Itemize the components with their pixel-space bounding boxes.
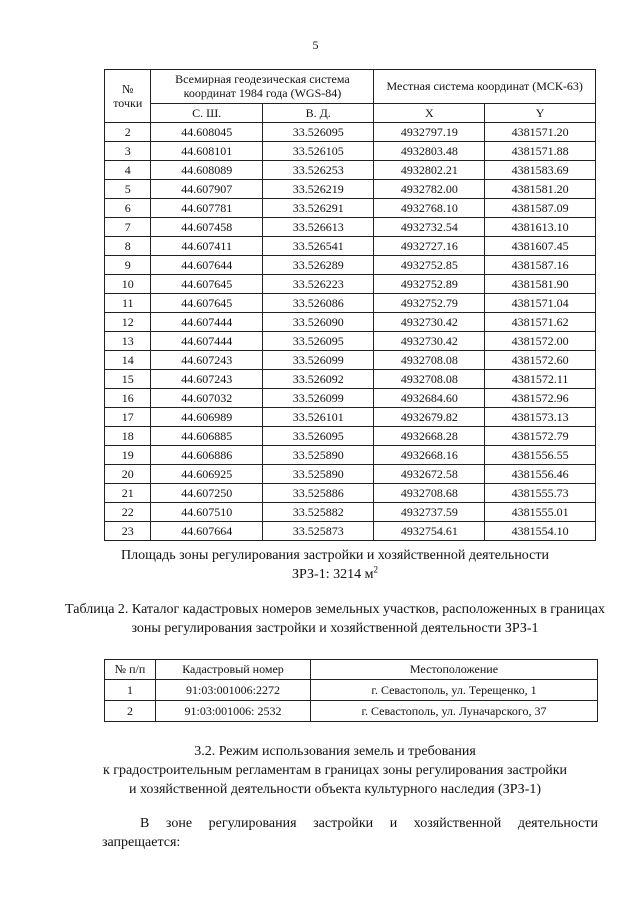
latitude-cell: 44.607444 [151, 332, 262, 351]
point-number-cell: 17 [105, 408, 151, 427]
table-row [105, 680, 598, 701]
point-number-cell: 18 [105, 427, 151, 446]
table-row [105, 389, 596, 408]
location-cell: г. Севастополь, ул. Луначарского, 37 [311, 701, 598, 722]
y-cell: 4381554.10 [485, 522, 596, 541]
x-cell: 4932797.19 [374, 123, 485, 142]
x-cell: 4932737.59 [374, 503, 485, 522]
point-number-cell: 11 [105, 294, 151, 313]
table-row [105, 522, 596, 541]
point-number-cell: 23 [105, 522, 151, 541]
x-cell: 4932768.10 [374, 199, 485, 218]
header-wgs84: Всемирная геодезическая система координат 1984 года (WGS-84) [151, 70, 374, 104]
x-cell: 4932668.28 [374, 427, 485, 446]
point-number-cell: 15 [105, 370, 151, 389]
cadastre-number-cell: 91:03:001006: 2532 [156, 701, 311, 722]
latitude-cell: 44.607411 [151, 237, 262, 256]
y-cell: 4381555.01 [485, 503, 596, 522]
cadastre-number-cell: 91:03:001006:2272 [156, 680, 311, 701]
table-row [105, 446, 596, 465]
cadastre-table-body [105, 680, 598, 722]
zone-area-value: ЗРЗ-1: 3214 м [292, 567, 374, 582]
x-cell: 4932708.68 [374, 484, 485, 503]
table-row [105, 294, 596, 313]
table-row [105, 351, 596, 370]
longitude-cell: 33.526101 [262, 408, 373, 427]
zone-area-statement [60, 546, 610, 584]
y-cell: 4381556.55 [485, 446, 596, 465]
longitude-cell: 33.526086 [262, 294, 373, 313]
point-number-cell: 16 [105, 389, 151, 408]
latitude-cell: 44.607510 [151, 503, 262, 522]
coordinates-table-body [105, 123, 596, 541]
latitude-cell: 44.607032 [151, 389, 262, 408]
x-cell: 4932708.08 [374, 370, 485, 389]
latitude-cell: 44.606989 [151, 408, 262, 427]
y-cell: 4381613.10 [485, 218, 596, 237]
table-row [105, 218, 596, 237]
latitude-cell: 44.607458 [151, 218, 262, 237]
table-row [105, 275, 596, 294]
latitude-cell: 44.606925 [151, 465, 262, 484]
longitude-cell: 33.526090 [262, 313, 373, 332]
coordinates-table [104, 69, 596, 541]
latitude-cell: 44.607645 [151, 294, 262, 313]
y-cell: 4381587.09 [485, 199, 596, 218]
header-longitude: В. Д. [262, 103, 373, 122]
latitude-cell: 44.607645 [151, 275, 262, 294]
section-heading-line3: и хозяйственной деятельности объекта культурного наследия (ЗРЗ-1) [128, 782, 542, 797]
section-heading-line2: к градостроительным регламентам в границах зоны регулирования застройки [102, 763, 568, 778]
header-row-number: № п/п [105, 660, 156, 680]
table-row [105, 503, 596, 522]
point-number-cell: 3 [105, 142, 151, 161]
zone-area-unit-superscript: 2 [373, 564, 378, 575]
x-cell: 4932752.85 [374, 256, 485, 275]
x-cell: 4932752.89 [374, 275, 485, 294]
point-number-cell: 4 [105, 161, 151, 180]
row-number-cell: 2 [105, 701, 156, 722]
point-number-cell: 20 [105, 465, 151, 484]
point-number-cell: 21 [105, 484, 151, 503]
y-cell: 4381571.04 [485, 294, 596, 313]
longitude-cell: 33.526099 [262, 351, 373, 370]
latitude-cell: 44.607250 [151, 484, 262, 503]
page-number: 5 [312, 38, 319, 52]
location-cell: г. Севастополь, ул. Терещенко, 1 [311, 680, 598, 701]
x-cell: 4932754.61 [374, 522, 485, 541]
longitude-cell: 33.526223 [262, 275, 373, 294]
table-row [105, 408, 596, 427]
header-location: Местоположение [311, 660, 598, 680]
longitude-cell: 33.526613 [262, 218, 373, 237]
point-number-cell: 10 [105, 275, 151, 294]
longitude-cell: 33.526099 [262, 389, 373, 408]
zone-area-line2 [60, 565, 610, 584]
latitude-cell: 44.606885 [151, 427, 262, 446]
latitude-cell: 44.607243 [151, 370, 262, 389]
longitude-cell: 33.525873 [262, 522, 373, 541]
table-row [105, 161, 596, 180]
x-cell: 4932679.82 [374, 408, 485, 427]
x-cell: 4932782.00 [374, 180, 485, 199]
point-number-cell: 2 [105, 123, 151, 142]
latitude-cell: 44.607664 [151, 522, 262, 541]
table-row [105, 180, 596, 199]
longitude-cell: 33.526095 [262, 123, 373, 142]
longitude-cell: 33.526092 [262, 370, 373, 389]
latitude-cell: 44.607644 [151, 256, 262, 275]
header-x: X [374, 103, 485, 122]
longitude-cell: 33.526289 [262, 256, 373, 275]
latitude-cell: 44.608089 [151, 161, 262, 180]
y-cell: 4381581.90 [485, 275, 596, 294]
table-row [105, 701, 598, 722]
table-row [105, 123, 596, 142]
longitude-cell: 33.526095 [262, 427, 373, 446]
x-cell: 4932732.54 [374, 218, 485, 237]
x-cell: 4932727.16 [374, 237, 485, 256]
header-latitude: С. Ш. [151, 103, 262, 122]
latitude-cell: 44.607781 [151, 199, 262, 218]
y-cell: 4381572.79 [485, 427, 596, 446]
table-row [105, 237, 596, 256]
latitude-cell: 44.607907 [151, 180, 262, 199]
y-cell: 4381581.20 [485, 180, 596, 199]
point-number-cell: 6 [105, 199, 151, 218]
y-cell: 4381583.69 [485, 161, 596, 180]
y-cell: 4381556.46 [485, 465, 596, 484]
x-cell: 4932752.79 [374, 294, 485, 313]
y-cell: 4381587.16 [485, 256, 596, 275]
point-number-cell: 12 [105, 313, 151, 332]
table-row [105, 427, 596, 446]
latitude-cell: 44.607243 [151, 351, 262, 370]
longitude-cell: 33.525890 [262, 446, 373, 465]
latitude-cell: 44.608101 [151, 142, 262, 161]
y-cell: 4381572.60 [485, 351, 596, 370]
point-number-cell: 19 [105, 446, 151, 465]
latitude-cell: 44.607444 [151, 313, 262, 332]
longitude-cell: 33.526291 [262, 199, 373, 218]
point-number-cell: 22 [105, 503, 151, 522]
y-cell: 4381573.13 [485, 408, 596, 427]
section-heading-line1: 3.2. Режим использования земель и требования [194, 744, 476, 759]
y-cell: 4381572.00 [485, 332, 596, 351]
longitude-cell: 33.525882 [262, 503, 373, 522]
table-row [105, 199, 596, 218]
longitude-cell: 33.526105 [262, 142, 373, 161]
longitude-cell: 33.526219 [262, 180, 373, 199]
cadastre-table [104, 659, 598, 722]
x-cell: 4932708.08 [374, 351, 485, 370]
table-row [105, 256, 596, 275]
table-row [105, 484, 596, 503]
zone-area-line1: Площадь зоны регулирования застройки и хозяйственной деятельности [121, 548, 549, 563]
x-cell: 4932802.21 [374, 161, 485, 180]
point-number-cell: 14 [105, 351, 151, 370]
point-number-cell: 9 [105, 256, 151, 275]
y-cell: 4381571.88 [485, 142, 596, 161]
y-cell: 4381555.73 [485, 484, 596, 503]
table-row [105, 142, 596, 161]
y-cell: 4381572.96 [485, 389, 596, 408]
latitude-cell: 44.606886 [151, 446, 262, 465]
table2-caption: Таблица 2. Каталог кадастровых номеров земельных участков, расположенных в границах зоны регулирования застройки и хозяйственной деятельности ЗРЗ-1 [65, 602, 605, 636]
longitude-cell: 33.525886 [262, 484, 373, 503]
longitude-cell: 33.526253 [262, 161, 373, 180]
x-cell: 4932730.42 [374, 313, 485, 332]
row-number-cell: 1 [105, 680, 156, 701]
point-number-cell: 5 [105, 180, 151, 199]
longitude-cell: 33.526095 [262, 332, 373, 351]
y-cell: 4381571.62 [485, 313, 596, 332]
y-cell: 4381607.45 [485, 237, 596, 256]
y-cell: 4381571.20 [485, 123, 596, 142]
y-cell: 4381572.11 [485, 370, 596, 389]
header-msk63: Местная система координат (МСК-63) [374, 70, 596, 104]
x-cell: 4932672.58 [374, 465, 485, 484]
header-cadastre-number: Кадастровый номер [156, 660, 311, 680]
table-row [105, 370, 596, 389]
table-row [105, 465, 596, 484]
point-number-cell: 7 [105, 218, 151, 237]
latitude-cell: 44.608045 [151, 123, 262, 142]
x-cell: 4932803.48 [374, 142, 485, 161]
longitude-cell: 33.525890 [262, 465, 373, 484]
table-row [105, 332, 596, 351]
section-heading [60, 742, 610, 799]
point-number-cell: 8 [105, 237, 151, 256]
body-paragraph: В зоне регулирования застройки и хозяйственной деятельности запрещается: [102, 816, 598, 850]
point-number-cell: 13 [105, 332, 151, 351]
x-cell: 4932684.60 [374, 389, 485, 408]
longitude-cell: 33.526541 [262, 237, 373, 256]
table-row [105, 313, 596, 332]
x-cell: 4932668.16 [374, 446, 485, 465]
header-y: Y [485, 103, 596, 122]
x-cell: 4932730.42 [374, 332, 485, 351]
header-point-number: № точки [105, 70, 151, 123]
